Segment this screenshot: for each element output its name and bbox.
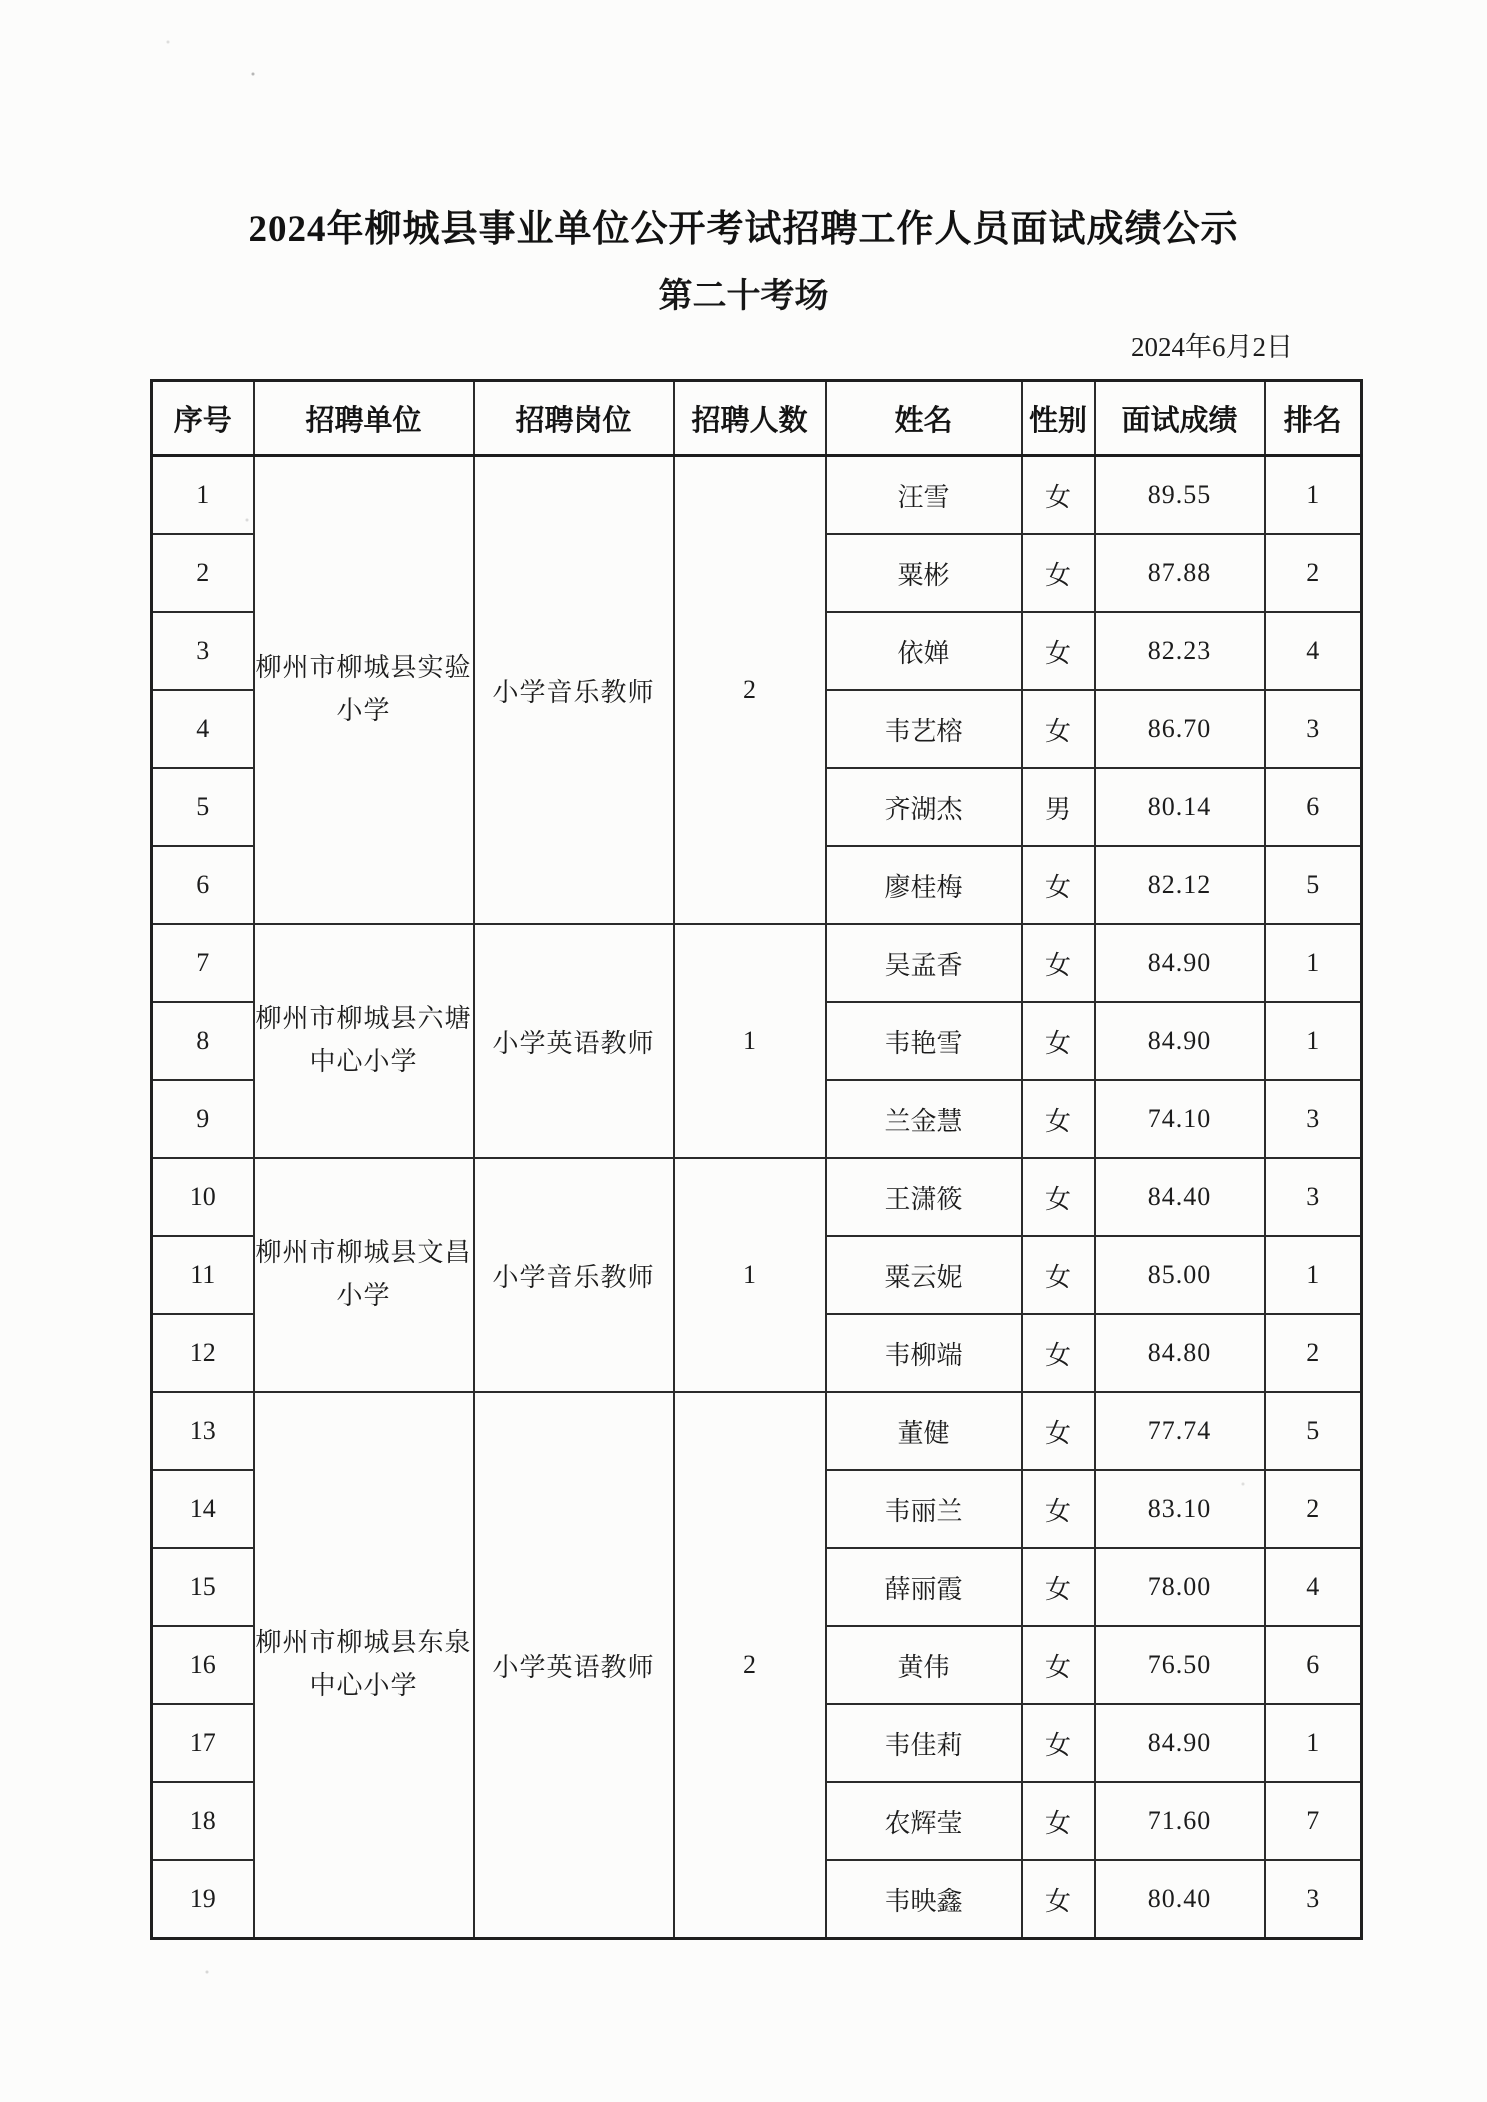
cell-no: 14 bbox=[152, 1470, 254, 1548]
cell-unit: 柳州市柳城县东泉中心小学 bbox=[254, 1392, 474, 1939]
cell-gender: 女 bbox=[1022, 690, 1095, 768]
cell-unit: 柳州市柳城县文昌小学 bbox=[254, 1158, 474, 1392]
cell-rank: 2 bbox=[1265, 534, 1362, 612]
cell-score: 77.74 bbox=[1095, 1392, 1265, 1470]
cell-rank: 6 bbox=[1265, 1626, 1362, 1704]
cell-no: 1 bbox=[152, 456, 254, 535]
cell-score: 82.12 bbox=[1095, 846, 1265, 924]
cell-openings: 1 bbox=[674, 1158, 826, 1392]
document-subtitle: 第二十考场 bbox=[658, 278, 829, 315]
cell-score: 78.00 bbox=[1095, 1548, 1265, 1626]
table-header-row bbox=[152, 381, 1362, 456]
cell-gender: 女 bbox=[1022, 1626, 1095, 1704]
cell-no: 15 bbox=[152, 1548, 254, 1626]
cell-rank: 3 bbox=[1265, 1860, 1362, 1939]
cell-no: 16 bbox=[152, 1626, 254, 1704]
cell-gender: 女 bbox=[1022, 1158, 1095, 1236]
cell-name: 粟云妮 bbox=[826, 1236, 1022, 1314]
cell-score: 71.60 bbox=[1095, 1782, 1265, 1860]
cell-gender: 女 bbox=[1022, 1236, 1095, 1314]
cell-gender: 女 bbox=[1022, 1782, 1095, 1860]
cell-name: 廖桂梅 bbox=[826, 846, 1022, 924]
cell-no: 17 bbox=[152, 1704, 254, 1782]
cell-openings: 2 bbox=[674, 456, 826, 925]
cell-rank: 1 bbox=[1265, 924, 1362, 1002]
cell-no: 18 bbox=[152, 1782, 254, 1860]
cell-gender: 女 bbox=[1022, 1080, 1095, 1158]
cell-no: 9 bbox=[152, 1080, 254, 1158]
cell-no: 6 bbox=[152, 846, 254, 924]
cell-name: 韦映鑫 bbox=[826, 1860, 1022, 1939]
cell-rank: 5 bbox=[1265, 846, 1362, 924]
cell-no: 7 bbox=[152, 924, 254, 1002]
cell-no: 3 bbox=[152, 612, 254, 690]
cell-score: 80.40 bbox=[1095, 1860, 1265, 1939]
document-title: 2024年柳城县事业单位公开考试招聘工作人员面试成绩公示 bbox=[248, 209, 1239, 250]
cell-unit: 柳州市柳城县六塘中心小学 bbox=[254, 924, 474, 1158]
cell-name: 齐湖杰 bbox=[826, 768, 1022, 846]
cell-score: 84.90 bbox=[1095, 1704, 1265, 1782]
cell-name: 韦佳莉 bbox=[826, 1704, 1022, 1782]
cell-rank: 1 bbox=[1265, 1002, 1362, 1080]
cell-no: 12 bbox=[152, 1314, 254, 1392]
header-cell-position: 招聘岗位 bbox=[474, 381, 674, 456]
cell-score: 80.14 bbox=[1095, 768, 1265, 846]
cell-name: 黄伟 bbox=[826, 1626, 1022, 1704]
cell-score: 84.90 bbox=[1095, 1002, 1265, 1080]
cell-name: 王潇筱 bbox=[826, 1158, 1022, 1236]
cell-rank: 2 bbox=[1265, 1314, 1362, 1392]
cell-position: 小学英语教师 bbox=[474, 1392, 674, 1939]
cell-gender: 女 bbox=[1022, 1002, 1095, 1080]
header-cell-openings: 招聘人数 bbox=[674, 381, 826, 456]
cell-rank: 1 bbox=[1265, 1236, 1362, 1314]
cell-gender: 女 bbox=[1022, 1470, 1095, 1548]
cell-score: 83.10 bbox=[1095, 1470, 1265, 1548]
cell-score: 86.70 bbox=[1095, 690, 1265, 768]
cell-openings: 1 bbox=[674, 924, 826, 1158]
cell-name: 依婵 bbox=[826, 612, 1022, 690]
cell-rank: 6 bbox=[1265, 768, 1362, 846]
cell-rank: 3 bbox=[1265, 1158, 1362, 1236]
cell-rank: 5 bbox=[1265, 1392, 1362, 1470]
cell-gender: 女 bbox=[1022, 1392, 1095, 1470]
cell-gender: 女 bbox=[1022, 846, 1095, 924]
cell-no: 4 bbox=[152, 690, 254, 768]
table-row bbox=[152, 1392, 1362, 1470]
cell-gender: 女 bbox=[1022, 534, 1095, 612]
cell-gender: 女 bbox=[1022, 924, 1095, 1002]
cell-name: 吴孟香 bbox=[826, 924, 1022, 1002]
cell-position: 小学音乐教师 bbox=[474, 456, 674, 925]
cell-gender: 女 bbox=[1022, 1314, 1095, 1392]
cell-gender: 女 bbox=[1022, 1860, 1095, 1939]
cell-gender: 女 bbox=[1022, 1548, 1095, 1626]
cell-name: 韦艺榕 bbox=[826, 690, 1022, 768]
cell-rank: 7 bbox=[1265, 1782, 1362, 1860]
cell-score: 84.90 bbox=[1095, 924, 1265, 1002]
cell-rank: 1 bbox=[1265, 456, 1362, 535]
cell-rank: 4 bbox=[1265, 1548, 1362, 1626]
cell-rank: 3 bbox=[1265, 690, 1362, 768]
cell-position: 小学音乐教师 bbox=[474, 1158, 674, 1392]
header-cell-unit: 招聘单位 bbox=[254, 381, 474, 456]
cell-rank: 3 bbox=[1265, 1080, 1362, 1158]
cell-gender: 女 bbox=[1022, 612, 1095, 690]
cell-no: 13 bbox=[152, 1392, 254, 1470]
header-cell-rank: 排名 bbox=[1265, 381, 1362, 456]
cell-score: 74.10 bbox=[1095, 1080, 1265, 1158]
cell-name: 韦柳端 bbox=[826, 1314, 1022, 1392]
cell-no: 19 bbox=[152, 1860, 254, 1939]
cell-score: 85.00 bbox=[1095, 1236, 1265, 1314]
cell-score: 84.40 bbox=[1095, 1158, 1265, 1236]
cell-rank: 4 bbox=[1265, 612, 1362, 690]
cell-name: 董健 bbox=[826, 1392, 1022, 1470]
cell-no: 8 bbox=[152, 1002, 254, 1080]
header-cell-no: 序号 bbox=[152, 381, 254, 456]
cell-score: 84.80 bbox=[1095, 1314, 1265, 1392]
cell-score: 89.55 bbox=[1095, 456, 1265, 535]
cell-name: 农辉莹 bbox=[826, 1782, 1022, 1860]
header-cell-name: 姓名 bbox=[826, 381, 1022, 456]
cell-gender: 男 bbox=[1022, 768, 1095, 846]
cell-score: 76.50 bbox=[1095, 1626, 1265, 1704]
cell-name: 薛丽霞 bbox=[826, 1548, 1022, 1626]
document-date: 2024年6月2日 bbox=[1131, 332, 1293, 362]
cell-no: 11 bbox=[152, 1236, 254, 1314]
cell-openings: 2 bbox=[674, 1392, 826, 1939]
cell-rank: 2 bbox=[1265, 1470, 1362, 1548]
cell-name: 粟彬 bbox=[826, 534, 1022, 612]
cell-gender: 女 bbox=[1022, 456, 1095, 535]
cell-score: 87.88 bbox=[1095, 534, 1265, 612]
cell-name: 兰金慧 bbox=[826, 1080, 1022, 1158]
cell-score: 82.23 bbox=[1095, 612, 1265, 690]
cell-name: 韦艳雪 bbox=[826, 1002, 1022, 1080]
header-cell-score: 面试成绩 bbox=[1095, 381, 1265, 456]
cell-gender: 女 bbox=[1022, 1704, 1095, 1782]
table-row bbox=[152, 924, 1362, 1002]
cell-position: 小学英语教师 bbox=[474, 924, 674, 1158]
cell-name: 韦丽兰 bbox=[826, 1470, 1022, 1548]
header-cell-gender: 性别 bbox=[1022, 381, 1095, 456]
cell-no: 5 bbox=[152, 768, 254, 846]
cell-unit: 柳州市柳城县实验小学 bbox=[254, 456, 474, 925]
cell-no: 10 bbox=[152, 1158, 254, 1236]
cell-no: 2 bbox=[152, 534, 254, 612]
results-table bbox=[150, 379, 1363, 1940]
cell-name: 汪雪 bbox=[826, 456, 1022, 535]
cell-rank: 1 bbox=[1265, 1704, 1362, 1782]
table-row bbox=[152, 1158, 1362, 1236]
table-row bbox=[152, 456, 1362, 535]
